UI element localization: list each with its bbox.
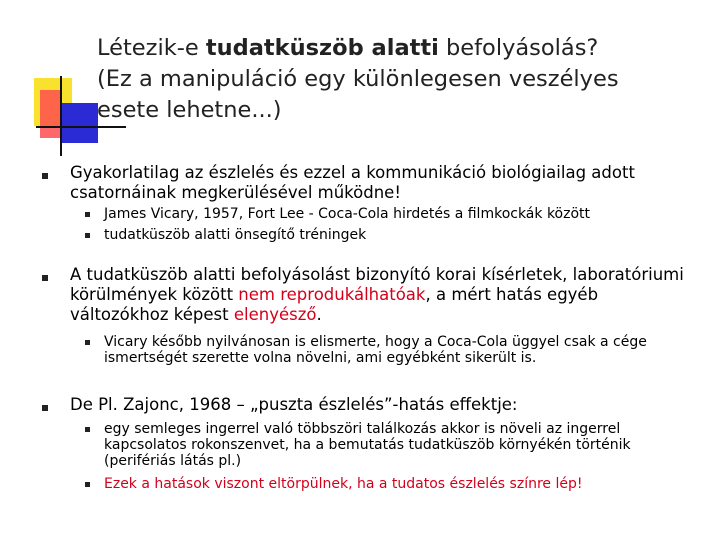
- sub-bullet-icon: [85, 340, 90, 345]
- sub-bullet-icon: [85, 427, 90, 432]
- sub-item-1-1: James Vicary, 1957, Fort Lee - Coca-Cola hirdetés a filmkockák között: [104, 206, 591, 222]
- decor-horizontal-line: [36, 126, 126, 128]
- slide-title: [97, 33, 697, 126]
- sub-item-2-1: Vicary később nyilvánosan is elismerte, hogy a Coca-Cola üggyel csak a cége ismertségét szerette volna növelni, ami egyébként sikerült is.: [104, 334, 647, 366]
- title-line-1: Létezik-e tudatküszöb alatti befolyásolás?: [97, 35, 599, 61]
- decor-blue-square: [60, 103, 98, 143]
- sub-bullet-icon: [85, 482, 90, 487]
- list-item-1: Gyakorlatilag az észlelés és ezzel a kommunikáció biológiailag adott csatornáinak megkerülésével működne!: [70, 163, 635, 202]
- bullet-icon: [42, 405, 48, 411]
- sub-item-1-2: tudatküszöb alatti önsegítő tréningek: [104, 227, 367, 243]
- bullet-icon: [42, 173, 48, 179]
- sub-bullet-icon: [85, 233, 90, 238]
- emphasis-negligible: elenyésző: [233, 305, 317, 324]
- sub-item-3-2: Ezek a hatások viszont eltörpülnek, ha a tudatos észlelés színre lép!: [104, 476, 583, 492]
- list-item-3: De Pl. Zajonc, 1968 – „puszta észlelés”-hatás effektje:: [70, 395, 518, 414]
- bullet-icon: [42, 275, 48, 281]
- list-item-2: A tudatküszöb alatti befolyásolást bizonyító korai kísérletek, laboratóriumi körülmények között nem reprodukálhatóak, a mért hatás egyéb változókhoz képest elenyésző.: [70, 265, 684, 324]
- sub-item-3-1: egy semleges ingerrel való többszöri találkozás akkor is növeli az ingerrel kapcsolatos rokonszenvet, ha a bemutatás tudatküszöb környékén történik (perifériás látás pl.): [104, 421, 631, 469]
- decor-vertical-line: [60, 76, 62, 156]
- title-line-3: esete lehetne...): [97, 97, 282, 123]
- title-line-2: (Ez a manipuláció egy különlegesen veszélyes: [97, 66, 619, 92]
- decor-red-square: [40, 90, 60, 138]
- title-emphasis: tudatküszöb alatti: [205, 35, 439, 61]
- sub-bullet-icon: [85, 212, 90, 217]
- emphasis-not-reproducible: nem reprodukálhatóak: [238, 285, 426, 304]
